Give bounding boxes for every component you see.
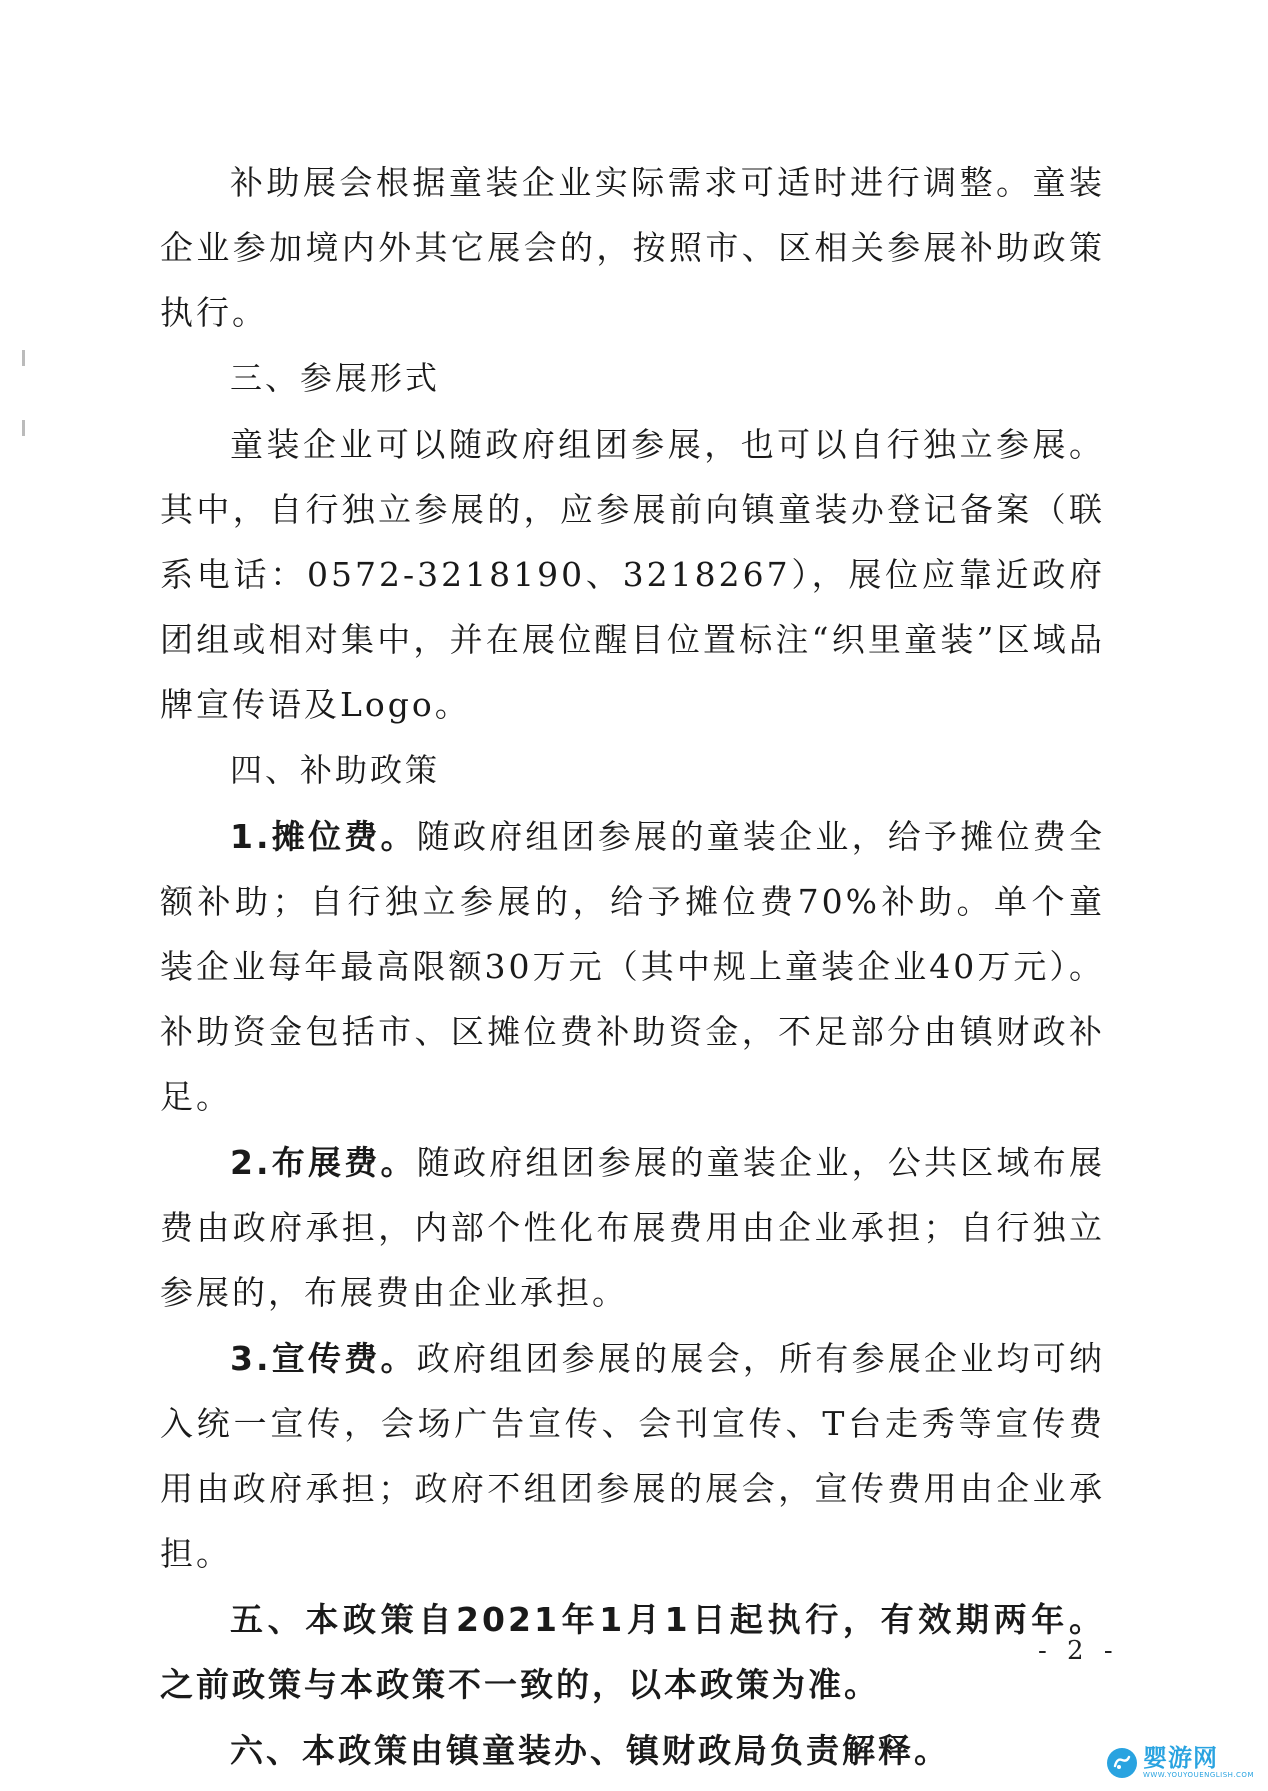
- promotion-fee-lead: 3.宣传费。: [230, 1339, 417, 1378]
- paragraph-booth-fee: [160, 804, 1105, 1129]
- binding-mark: [22, 420, 25, 436]
- binding-mark: [22, 350, 25, 366]
- setup-fee-text: 随政府组团参展的童装企业，公共区域布展费由政府承担，内部个性化布展费用由企业承担；自行独立参展的，布展费由企业承担。: [160, 1143, 1106, 1312]
- booth-fee-text: 随政府组团参展的童装企业，给予摊位费全额补助；自行独立参展的，给予摊位费70%补助。单个童装企业每年最高限额30万元（其中规上童装企业40万元）。补助资金包括市、区摊位费补助资金，不足部分由镇财政补足。: [160, 817, 1106, 1116]
- paragraph-participation-form: 童装企业可以随政府组团参展，也可以自行独立参展。其中，自行独立参展的，应参展前向镇童装办登记备案（联系电话：0572-3218190、3218267），展位应靠近政府团组或相对集中，并在展位醒目位置标注“织里童装”区域品牌宣传语及Logo。: [160, 425, 1105, 724]
- booth-fee-lead: 1.摊位费。: [230, 817, 417, 856]
- paragraph-effective-date: 五、本政策自2021年1月1日起执行，有效期两年。之前政策与本政策不一致的，以本政策为准。: [160, 1600, 1105, 1704]
- section-heading-subsidy-policy: 四、补助政策: [230, 751, 441, 789]
- section-heading-participation-form: 三、参展形式: [230, 359, 441, 397]
- watermark-text: [1143, 1746, 1254, 1779]
- promotion-fee-text: 政府组团参展的展会，所有参展企业均可纳入统一宣传，会场广告宣传、会刊宣传、T台走秀等宣传费用由政府承担；政府不组团参展的展会，宣传费用由企业承担。: [160, 1339, 1106, 1573]
- watermark-domain: WWW.YOUYOUENGLISH.COM: [1142, 1771, 1254, 1779]
- watermark-name: 婴游网: [1142, 1744, 1218, 1772]
- page-number: - 2 -: [1038, 1636, 1119, 1666]
- paragraph-interpretation: 六、本政策由镇童装办、镇财政局负责解释。: [230, 1731, 950, 1770]
- watermark-logo-icon: [1107, 1748, 1137, 1778]
- paragraph-setup-fee: [160, 1130, 1105, 1325]
- paragraph-promotion-fee: [160, 1326, 1105, 1586]
- paragraph-exhibition-adjustment: 补助展会根据童装企业实际需求可适时进行调整。童装企业参加境内外其它展会的，按照市、区相关参展补助政策执行。: [160, 163, 1105, 332]
- setup-fee-lead: 2.布展费。: [230, 1143, 417, 1182]
- site-watermark: [1107, 1746, 1254, 1779]
- document-body: [160, 150, 1105, 1784]
